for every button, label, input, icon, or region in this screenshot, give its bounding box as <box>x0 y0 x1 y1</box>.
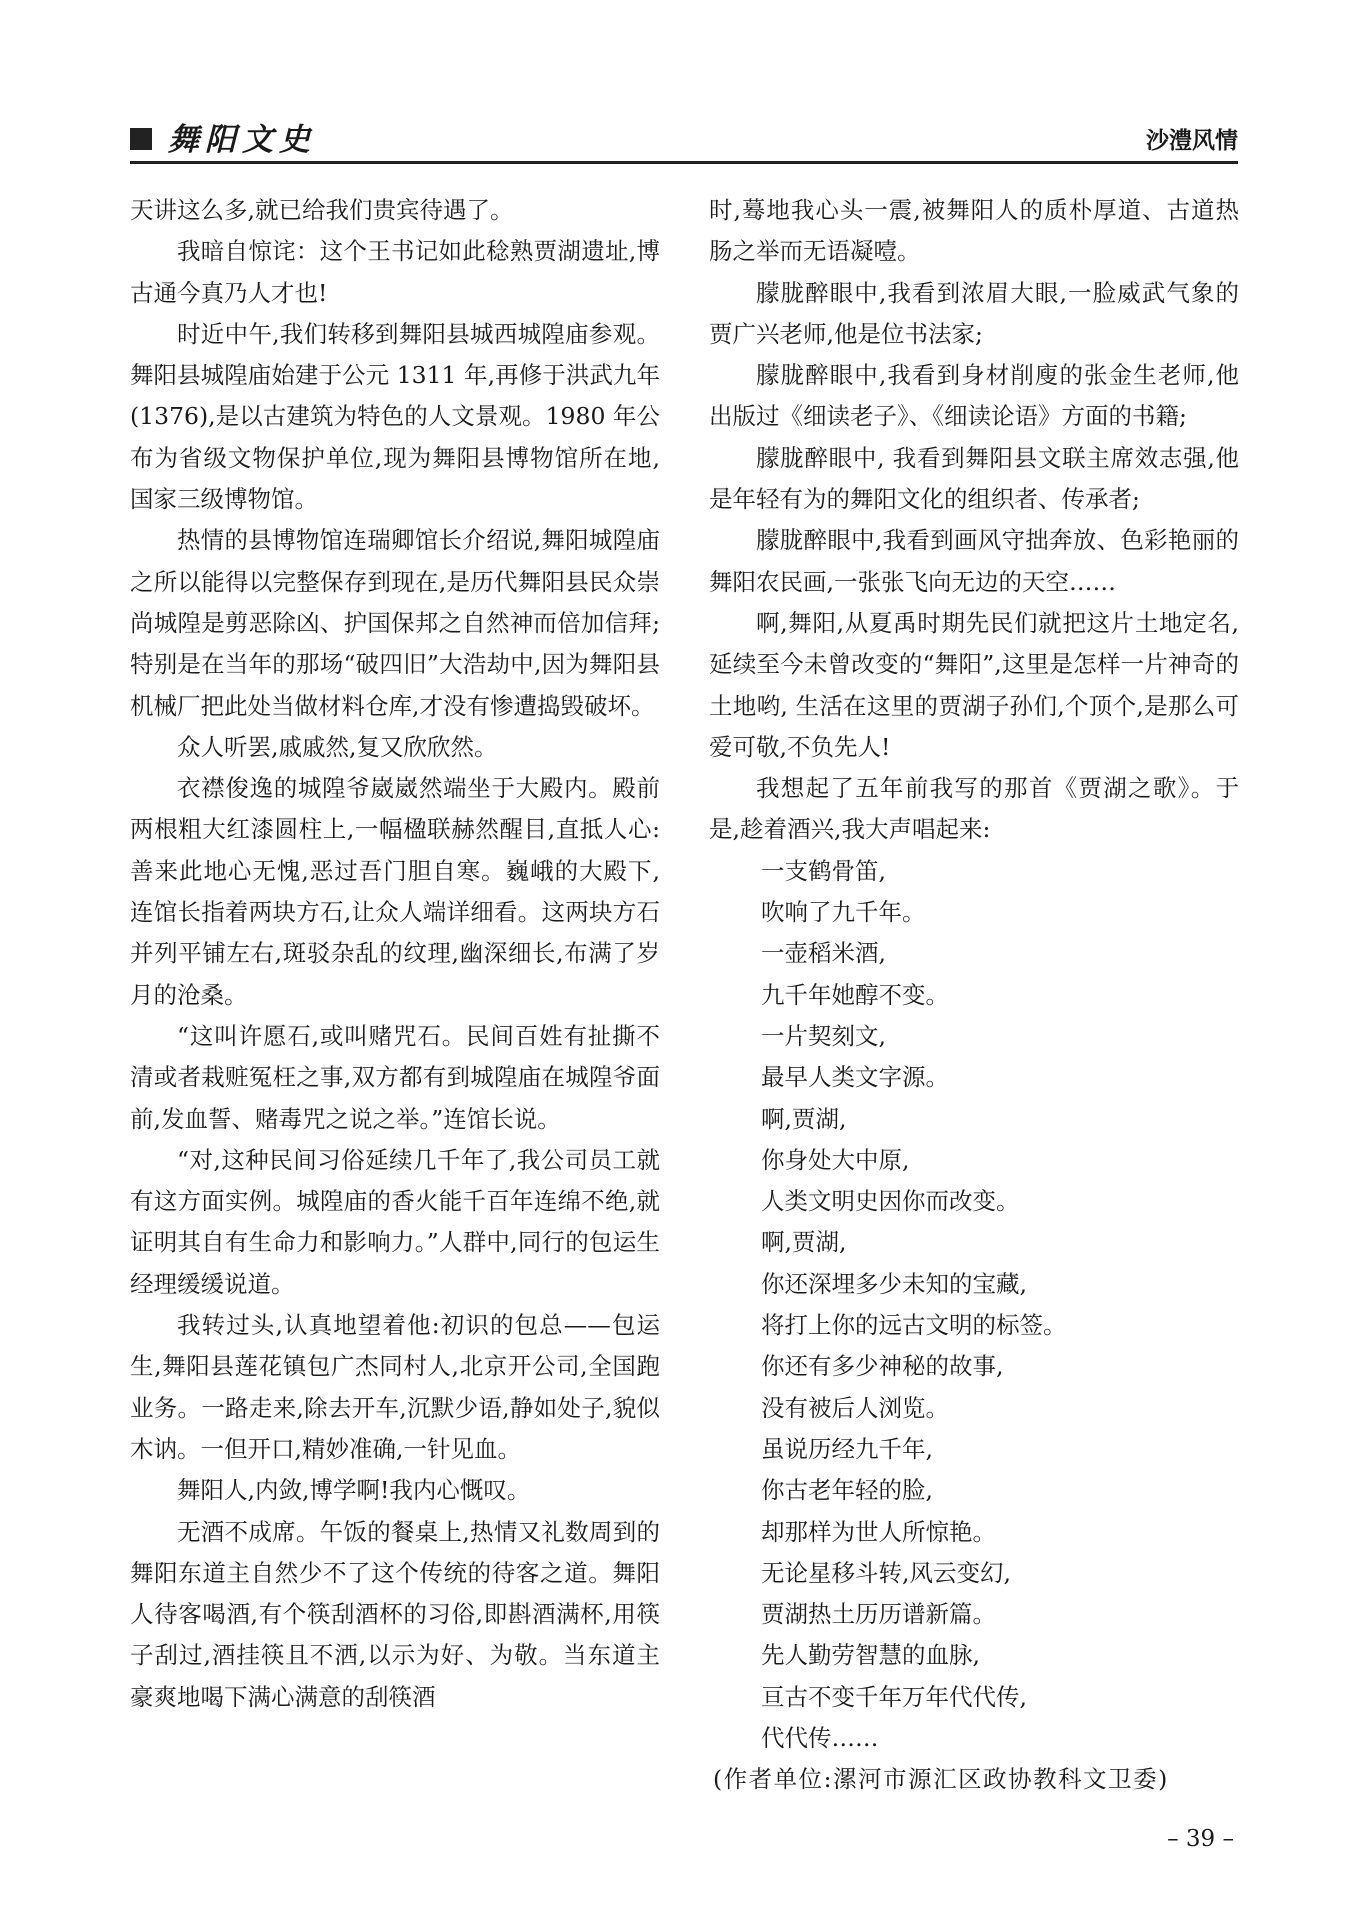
poem-line: 虽说历经九千年, <box>761 1434 933 1463</box>
paragraph: “对,这种民间习俗延续几千年了,我公司员工就有这方面实例。城隍庙的香火能千百年连绵不绝,就证明其自有生命力和影响力。”人群中,同行的包运生经理缓缓说道。 <box>130 1145 660 1298</box>
poem-line: 却那样为世人所惊艳。 <box>761 1517 996 1546</box>
poem-line: 九千年她醇不变。 <box>761 980 949 1009</box>
poem-line: 最早人类文字源。 <box>761 1063 949 1092</box>
poem-line: 没有被后人浏览。 <box>761 1393 949 1422</box>
paragraph: 时,蓦地我心头一震,被舞阳人的质朴厚道、古道热肠之举而无语凝噎。 <box>709 196 1239 266</box>
paragraph: 我转过头,认真地望着他:初识的包总——包运生,舞阳县莲花镇包广杰同村人,北京开公司,全国跑业务。一路走来,除去开车,沉默少语,静如处子,貌似木讷。一但开口,精妙准确,一针见血。 <box>130 1311 660 1463</box>
paragraph: 朦胧醉眼中,我看到画风守拙奔放、色彩艳丽的舞阳农民画,一张张飞向无边的天空…… <box>709 526 1239 596</box>
header-square-mark <box>130 128 152 150</box>
poem-line: 你古老年轻的脸, <box>761 1476 933 1505</box>
poem-line: 啊,贾湖, <box>761 1228 847 1257</box>
paragraph: 时近中午,我们转移到舞阳县城西城隍庙参观。舞阳县城隍庙始建于公元 1311 年,再修于洪武九年(1376),是以古建筑为特色的人文景观。1980 年公布为省级文物保护单位,现为舞阳县博物馆所在地,国家三级博物馆。 <box>130 319 660 514</box>
poem-line: 一片契刻文, <box>761 1021 886 1050</box>
paragraph: 朦胧醉眼中, 我看到舞阳县文联主席效志强,他是年轻有为的舞阳文化的组织者、传承者; <box>709 443 1239 514</box>
paragraph: 天讲这么多,就已给我们贵宾待遇了。 <box>130 196 514 224</box>
poem-line: 吹响了九千年。 <box>761 898 926 927</box>
paragraph: 无酒不成席。午饭的餐桌上,热情又礼数周到的舞阳东道主自然少不了这个传统的待客之道。舞阳人待客喝酒,有个筷刮酒杯的习俗,即斟酒满杯,用筷子刮过,酒挂筷且不洒,以示为好、为敬。当东道主豪爽地喝下满心满意的刮筷酒 <box>130 1517 660 1711</box>
paragraph: 啊,舞阳,从夏禹时期先民们就把这片土地定名,延续至今未曾改变的“舞阳”,这里是怎样一片神奇的土地哟, 生活在这里的贾湖子孙们,个顶个,是那么可爱可敬,不负先人! <box>709 608 1239 761</box>
poem-line: 你还深埋多少未知的宝藏, <box>761 1269 1027 1298</box>
right-column <box>709 190 1239 1801</box>
paragraph: 朦胧醉眼中,我看到浓眉大眼,一脸威武气象的贾广兴老师,他是位书法家; <box>709 278 1239 348</box>
paragraph: 我暗自惊诧：这个王书记如此稔熟贾湖遗址,博古通今真乃人才也! <box>130 237 660 307</box>
author-affiliation: (作者单位:漯河市源汇区政协教科文卫委) <box>713 1765 1169 1794</box>
poem-line: 代代传…… <box>761 1723 879 1752</box>
poem <box>709 851 1239 1760</box>
poem-line: 啊,贾湖, <box>761 1104 847 1133</box>
poem-line: 一壶稻米酒, <box>761 939 886 968</box>
poem-line: 你身处大中原, <box>761 1145 910 1174</box>
page-number: – 39 – <box>1167 1826 1234 1852</box>
poem-line: 你还有多少神秘的故事, <box>761 1352 1004 1381</box>
poem-line: 亘古不变千年万年代代传, <box>761 1682 1027 1711</box>
poem-line: 先人勤劳智慧的血脉, <box>761 1641 980 1670</box>
section-title: 沙澧风情 <box>1146 128 1238 154</box>
poem-line: 无论星移斗转,风云变幻, <box>761 1558 1011 1587</box>
paragraph: 热情的县博物馆连瑞卿馆长介绍说,舞阳城隍庙之所以能得以完整保存到现在,是历代舞阳县民众崇尚城隍是剪恶除凶、护国保邦之自然神而倍加信拜;特别是在当年的那场“破四旧”大浩劫中,因为舞阳县机械厂把此处当做材料仓库,才没有惨遭捣毁破坏。 <box>130 526 660 720</box>
poem-line: 将打上你的远古文明的标签。 <box>761 1311 1067 1340</box>
paragraph: 衣襟俊逸的城隍爷崴崴然端坐于大殿内。殿前两根粗大红漆圆柱上,一幅楹联赫然醒目,直抵人心:善来此地心无愧,恶过吾门胆自寒。巍峨的大殿下,连馆长指着两块方石,让众人端详细看。这两块方石并列平铺左右,斑驳杂乱的纹理,幽深细长,布满了岁月的沧桑。 <box>130 774 660 1009</box>
poem-line: 一支鹤骨笛, <box>761 856 886 885</box>
paragraph: 朦胧醉眼中,我看到身材削廋的张金生老师,他出版过《细读老子》、《细读论语》方面的书籍; <box>709 361 1239 431</box>
paragraph: “这叫许愿石,或叫赌咒石。民间百姓有扯撕不清或者栽赃冤枉之事,双方都有到城隍庙在城隍爷面前,发血誓、赌毒咒之说之举。”连馆长说。 <box>130 1021 660 1133</box>
poem-line: 贾湖热土历历谱新篇。 <box>761 1600 996 1629</box>
page-header <box>130 118 1238 164</box>
paragraph: 舞阳人,内敛,博学啊!我内心慨叹。 <box>177 1476 531 1505</box>
poem-line: 人类文明史因你而改变。 <box>761 1187 1020 1216</box>
header-rule <box>130 161 1238 164</box>
left-column <box>130 190 660 1718</box>
paragraph: 我想起了五年前我写的那首《贾湖之歌》。于是,趁着酒兴,我大声唱起来: <box>709 774 1239 844</box>
journal-title: 舞阳文史 <box>168 122 316 158</box>
paragraph: 众人听罢,戚戚然,复又欣欣然。 <box>177 732 498 761</box>
